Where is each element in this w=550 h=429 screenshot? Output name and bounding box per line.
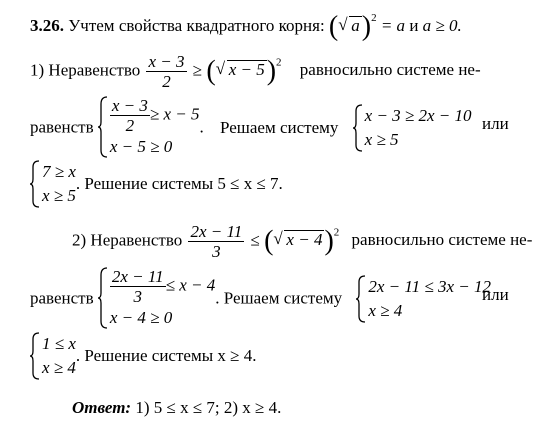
part1-close-paren: ) [266, 55, 277, 87]
part2-exponent: 2 [333, 226, 340, 239]
part2-sys1-row2: x − 4 ≥ 0 [109, 308, 173, 327]
part2-label: 2) Неравенство [72, 230, 183, 250]
part1-sys1-fraction: $\frac{x - 3}{2}$ [111, 96, 148, 135]
header-expr-rest: = a [380, 16, 406, 35]
part1-open-paren: ( [206, 55, 216, 87]
square-exponent: 2 [371, 12, 377, 24]
part2-system2 [356, 275, 491, 323]
part2-or: или [482, 285, 509, 304]
part2-open-paren: ( [264, 225, 274, 257]
part1-system2 [353, 104, 472, 152]
problem-number: 3.26. [30, 16, 64, 35]
header-condition: a ≥ 0. [422, 16, 462, 35]
brace-icon [356, 275, 366, 323]
part1-dot: . [199, 117, 204, 137]
open-paren: ( [328, 11, 339, 43]
brace-icon [98, 96, 108, 158]
part1-text-after: равносильно системе не- [299, 60, 481, 80]
part2-leq: ≤ [250, 230, 260, 250]
brace-icon [30, 332, 40, 380]
part2-sys1-fraction: $\frac{2x - 11}{3}$ [111, 267, 164, 306]
part2-sys2-row1: 2x − 11 ≤ 3x − 12 [368, 276, 491, 296]
part1-system1 [98, 96, 200, 159]
part1-sys1-row1-rest: ≥ x − 5 [149, 104, 200, 124]
part1-sys3-row1: 7 ≥ x [42, 162, 76, 181]
brace-icon [353, 104, 363, 152]
part2-sys1-row1-rest: ≤ x − 4 [165, 275, 216, 295]
part1-label: 1) Неравенство [30, 60, 141, 80]
part1-sys2-row2: x ≥ 5 [364, 129, 399, 149]
part2-sys3-row1: 1 ≤ x [42, 334, 76, 353]
part2-solution: . Решение системы x ≥ 4. [75, 346, 257, 365]
part1-solve: Решаем систему [220, 117, 339, 137]
brace-icon [98, 267, 108, 329]
answer-line [72, 398, 281, 418]
answer-text: 1) 5 ≤ x ≤ 7; 2) x ≥ 4. [135, 398, 282, 417]
part2-line3 [30, 332, 256, 380]
header-line [30, 11, 462, 43]
sqrt-a: √ a [338, 15, 360, 35]
part1-solution: . Решение системы 5 ≤ x ≤ 7. [75, 174, 283, 193]
header-and: и [409, 16, 419, 35]
part1-equiv-prefix: равенств [30, 117, 94, 137]
part1-fraction: $\frac{x - 3}{2}$ [148, 52, 185, 91]
part2-system3 [30, 332, 76, 380]
part1-line2 [30, 96, 509, 159]
part1-geq: ≥ [192, 60, 203, 80]
part2-line2 [30, 267, 509, 330]
part1-sys3-row2: x ≥ 5 [42, 186, 76, 205]
part2-line1 [72, 222, 532, 261]
part2-sys3-row2: x ≥ 4 [42, 358, 76, 377]
part2-system1 [98, 267, 215, 330]
brace-icon [30, 160, 40, 208]
part2-sqrt: √ x − 4 [273, 229, 323, 250]
part2-close-paren: ) [324, 225, 334, 257]
part1-line1 [30, 52, 481, 91]
part1-exponent: 2 [276, 56, 282, 69]
part1-system3 [30, 160, 76, 208]
part1-sqrt: √ x − 5 [215, 59, 265, 80]
close-paren: ) [361, 11, 372, 43]
part2-solve: . Решаем систему [215, 288, 343, 308]
header-text: Учтем свойства квадратного корня: [68, 16, 325, 35]
part2-sys2-row2: x ≥ 4 [368, 300, 403, 320]
part1-or: или [482, 114, 509, 133]
part1-sys2-row1: x − 3 ≥ 2x − 10 [364, 105, 472, 125]
part2-equiv-prefix: равенств [30, 288, 94, 308]
part1-line3 [30, 160, 283, 208]
answer-label: Ответ: [72, 398, 132, 417]
part1-sys1-row2: x − 5 ≥ 0 [109, 137, 173, 156]
part2-text-after: равносильно системе не- [351, 230, 533, 250]
part2-fraction: $\frac{2x - 11}{3}$ [190, 222, 243, 261]
